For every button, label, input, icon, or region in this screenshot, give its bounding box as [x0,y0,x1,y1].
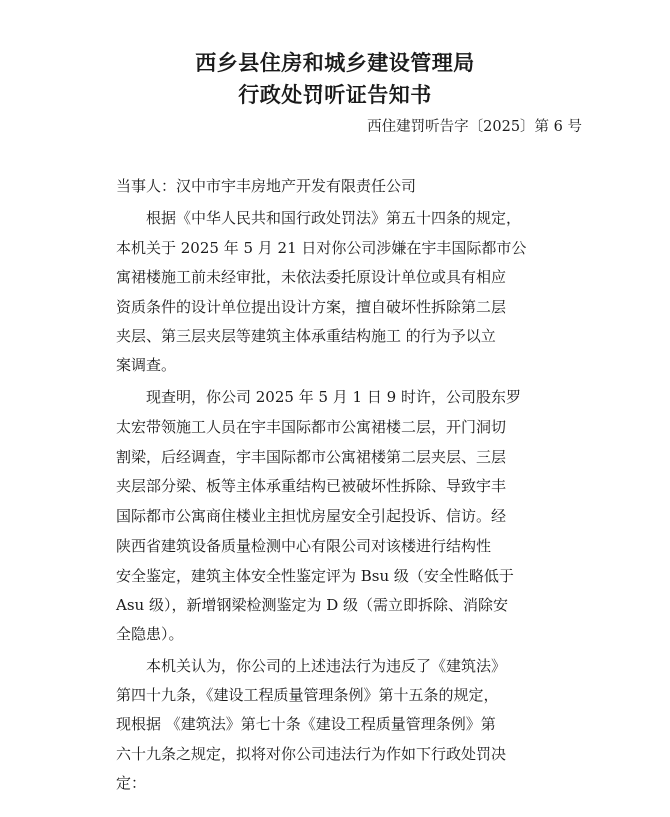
paragraph-1-line: 寓裙楼施工前未经审批，未依法委托原设计单位或具有相应 [116,268,507,286]
paragraph-1-line: 案调查。 [116,356,177,374]
paragraph-2-line: 太宏带领施工人员在宇丰国际都市公寓裙楼二层，开门洞切 [116,418,507,436]
document-number: 西住建罚听告字〔2025〕第 6 号 [367,119,582,135]
paragraph-2-line: Asu 级），新增钢梁检测鉴定为 D 级（需立即拆除、消除安 [116,596,509,614]
paragraph-3-line: 六十九条之规定，拟将对你公司违法行为作如下行政处罚决 [116,745,507,763]
paragraph-1-line: 根据《中华人民共和国行政处罚法》第五十四条的规定， [146,209,522,227]
paragraph-2-line: 现查明，你公司 2025 年 5 月 1 日 9 时许，公司股东罗 [146,388,521,406]
paragraph-2-line: 夹层部分梁、板等主体承重结构已被破坏性拆除、导致宇丰 [116,477,507,495]
paragraph-1-line: 本机关于 2025 年 5 月 21 日对你公司涉嫌在宇丰国际都市公 [116,239,527,257]
paragraph-2-line: 国际都市公寓商住楼业主担忧房屋安全引起投诉、信访。经 [116,507,507,525]
paragraph-3-line: 第四十九条，《建设工程质量管理条例》第十五条的规定， [116,686,499,704]
document-title-line2: 行政处罚听证告知书 [238,82,432,107]
paragraph-1-line: 资质条件的设计单位提出设计方案，擅自破坏性拆除第二层 [116,298,507,316]
party-line: 当事人：汉中市宇丰房地产开发有限责任公司 [116,177,417,195]
paragraph-1-line: 夹层、第三层夹层等建筑主体承重结构施工 的行为予以立 [116,327,496,345]
paragraph-2-line: 全隐患）。 [116,625,184,643]
document-title-line1: 西乡县住房和城乡建设管理局 [195,50,475,75]
paragraph-2-line: 陕西省建筑设备质量检测中心有限公司对该楼进行结构性 [116,537,492,555]
paragraph-3-line: 本机关认为，你公司的上述违法行为违反了《建筑法》 [146,657,507,675]
paragraph-3-line: 现根据 《建筑法》第七十条《建设工程质量管理条例》第 [116,715,496,733]
paragraph-2-line: 割梁，后经调查，宇丰国际都市公寓裙楼第二层夹层、三层 [116,448,507,466]
paragraph-3-line: 定： [116,774,147,792]
paragraph-2-line: 安全鉴定，建筑主体安全性鉴定评为 Bsu 级（安全性略低于 [116,567,514,585]
